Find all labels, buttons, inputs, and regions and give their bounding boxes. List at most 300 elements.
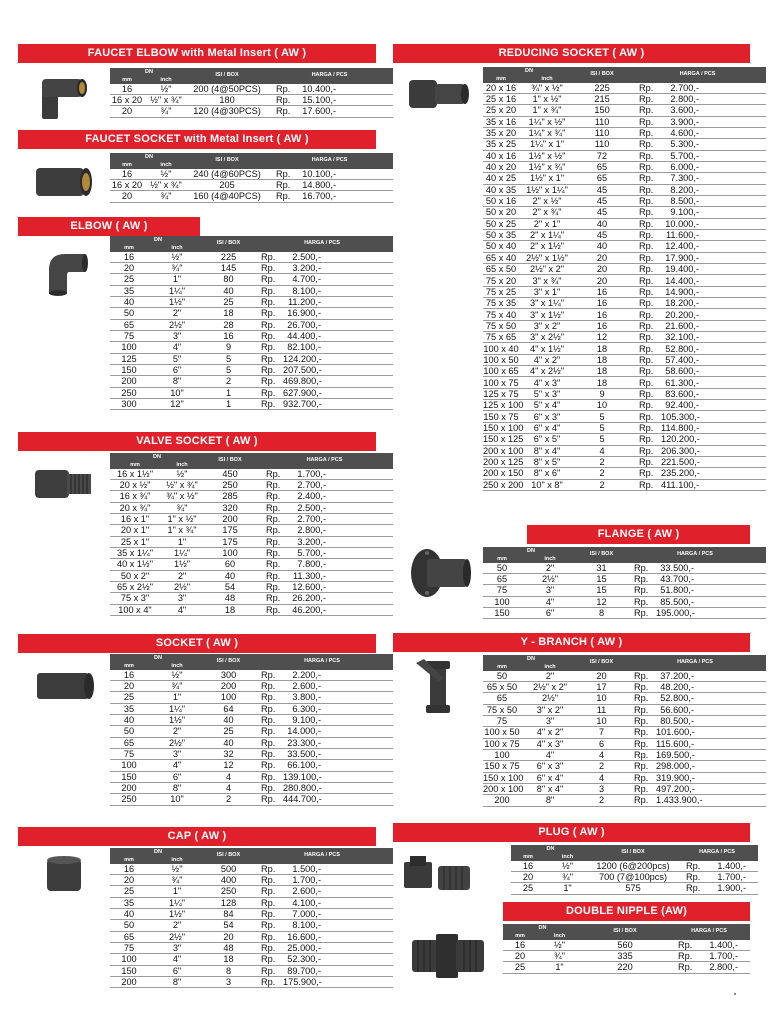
cell-mm: 40 bbox=[110, 296, 148, 307]
cell-inch: 2½" x 2" bbox=[519, 264, 575, 275]
cell-mm: 65 x 50 bbox=[483, 681, 521, 692]
price-currency: Rp. bbox=[276, 106, 291, 117]
table-row bbox=[110, 547, 393, 558]
valve-socket-image bbox=[18, 462, 110, 506]
price-currency: Rp. bbox=[261, 331, 276, 342]
cell-price bbox=[629, 479, 766, 490]
price-currency: Rp. bbox=[634, 682, 649, 693]
cell-isi-box: 40 bbox=[204, 570, 256, 581]
table-row bbox=[483, 184, 766, 195]
cell-price bbox=[629, 82, 766, 93]
table-row bbox=[110, 714, 393, 725]
cell-inch: 8" bbox=[148, 976, 206, 987]
price-currency: Rp. bbox=[261, 965, 276, 976]
price-currency: Rp. bbox=[276, 168, 291, 179]
cell-inch: 1½" bbox=[160, 559, 204, 570]
plug-section bbox=[393, 823, 750, 894]
cell-inch: 3" x ¾" bbox=[519, 275, 575, 286]
price-value: 221.500,- bbox=[661, 457, 700, 468]
price-value: 46.200,- bbox=[292, 604, 327, 615]
price-currency: Rp. bbox=[639, 468, 654, 479]
cell-price bbox=[624, 681, 766, 692]
price-currency: Rp. bbox=[266, 570, 281, 581]
cell-isi-box: 16 bbox=[206, 330, 251, 341]
cell-inch: 4" bbox=[160, 604, 204, 615]
price-value: 1.900,- bbox=[717, 883, 747, 894]
price-value: 33.500,- bbox=[660, 562, 695, 573]
price-currency: Rp. bbox=[261, 886, 276, 897]
cell-isi-box: 9 bbox=[575, 388, 629, 399]
table-row bbox=[483, 354, 766, 365]
price-table bbox=[483, 67, 766, 491]
cell-inch: 3" x 1½" bbox=[519, 309, 575, 320]
table-row bbox=[110, 976, 393, 987]
cell-price bbox=[629, 127, 766, 138]
price-currency: Rp. bbox=[639, 286, 654, 297]
cell-inch: ½" bbox=[144, 83, 188, 94]
cell-mm: 250 bbox=[110, 387, 148, 398]
cell-mm: 16 bbox=[110, 251, 148, 262]
cell-inch: ½" bbox=[148, 251, 206, 262]
price-value: 1.700,- bbox=[717, 872, 747, 883]
cell-inch: 2" bbox=[521, 670, 579, 681]
price-currency: Rp. bbox=[276, 83, 291, 94]
table-row bbox=[110, 897, 393, 908]
cell-inch: 3" x 2" bbox=[519, 320, 575, 331]
price-currency: Rp. bbox=[266, 604, 281, 615]
header-inch: inch bbox=[521, 663, 579, 670]
table-row bbox=[483, 479, 766, 490]
cell-price bbox=[251, 771, 393, 782]
price-currency: Rp. bbox=[261, 783, 276, 794]
table-row bbox=[483, 320, 766, 331]
price-currency: Rp. bbox=[261, 954, 276, 965]
cell-mm: 75 bbox=[110, 942, 148, 953]
price-value: 10.100,- bbox=[302, 168, 337, 179]
cell-price bbox=[629, 218, 766, 229]
cell-price bbox=[624, 783, 766, 794]
section-title: VALVE SOCKET ( AW ) bbox=[18, 432, 376, 451]
price-currency: Rp. bbox=[266, 480, 281, 491]
price-value: 8.200,- bbox=[670, 184, 700, 195]
cell-price bbox=[256, 513, 393, 524]
cell-isi-box: 110 bbox=[575, 127, 629, 138]
cell-price bbox=[629, 275, 766, 286]
header-dn: DN bbox=[110, 153, 188, 161]
price-currency: Rp. bbox=[276, 95, 291, 106]
cell-isi-box: 2 bbox=[579, 795, 624, 806]
cell-price bbox=[629, 116, 766, 127]
price-value: 61.300,- bbox=[665, 377, 700, 388]
cell-mm: 65 bbox=[110, 931, 148, 942]
cell-mm: 50 bbox=[483, 670, 521, 681]
cell-mm: 75 x 40 bbox=[483, 309, 519, 320]
table-row bbox=[483, 738, 766, 749]
cell-price bbox=[256, 547, 393, 558]
cell-isi-box: 575 bbox=[590, 883, 676, 894]
cell-mm: 20 x 16 bbox=[483, 82, 519, 93]
header-dn: DN bbox=[110, 453, 204, 461]
cell-isi-box: 54 bbox=[204, 581, 256, 592]
price-value: 1.700,- bbox=[709, 951, 739, 962]
price-currency: Rp. bbox=[261, 897, 276, 908]
price-value: 66.100,- bbox=[287, 760, 322, 771]
cell-price bbox=[251, 714, 393, 725]
reducing-socket-image bbox=[393, 72, 483, 116]
cell-inch: 2½" bbox=[521, 693, 579, 704]
price-currency: Rp. bbox=[639, 445, 654, 456]
table-row bbox=[110, 794, 393, 805]
cell-price bbox=[251, 364, 393, 375]
cell-inch: 4" bbox=[148, 342, 206, 353]
cell-mm: 150 x 75 bbox=[484, 761, 520, 772]
cell-mm: 100 bbox=[483, 596, 521, 607]
cell-mm: 16 bbox=[503, 939, 537, 950]
cell-price bbox=[629, 400, 766, 411]
cell-inch: 2½" bbox=[148, 319, 206, 330]
price-currency: Rp. bbox=[634, 693, 649, 704]
price-value: 2.800,- bbox=[670, 94, 700, 105]
cell-isi-box: 250 bbox=[204, 479, 256, 490]
cell-mm: 100 x 65 bbox=[483, 366, 519, 377]
faucet-elbow-section bbox=[18, 44, 376, 117]
table-header bbox=[110, 68, 393, 76]
cell-mm: 16 bbox=[511, 860, 545, 871]
price-value: 1.700,- bbox=[292, 875, 322, 886]
cell-mm: 20 x ½" bbox=[110, 479, 160, 490]
price-value: 207.500,- bbox=[283, 365, 322, 376]
cell-inch: 2½" x 2" bbox=[521, 681, 579, 692]
reducing-socket-section bbox=[393, 44, 750, 490]
header-harga: HARGA / PCS bbox=[668, 924, 750, 939]
cell-mm: 150 x 75 bbox=[483, 411, 519, 422]
cell-isi-box: 225 bbox=[206, 251, 251, 262]
price-currency: Rp. bbox=[266, 468, 281, 479]
cell-inch: 3" x 2½" bbox=[519, 332, 575, 343]
price-value: 2.700,- bbox=[297, 480, 327, 491]
cell-isi-box: 8 bbox=[579, 607, 624, 618]
table-row bbox=[483, 772, 766, 783]
table-row bbox=[483, 150, 766, 161]
cell-inch: 2" x 1½" bbox=[519, 241, 575, 252]
price-value: 4.100,- bbox=[292, 897, 322, 908]
cell-price bbox=[251, 965, 393, 976]
price-value: 6.000,- bbox=[670, 162, 700, 173]
table-row bbox=[110, 308, 393, 319]
header-harga: HARGA / PCS bbox=[251, 236, 393, 251]
table-row bbox=[110, 593, 393, 604]
cell-inch: 4" bbox=[521, 596, 579, 607]
price-value: 57.400,- bbox=[665, 354, 700, 365]
cell-isi-box: 2 bbox=[579, 761, 624, 772]
cell-isi-box: 64 bbox=[206, 703, 251, 714]
cell-inch: 1¼" bbox=[160, 547, 204, 558]
cell-price bbox=[676, 871, 758, 882]
price-currency: Rp. bbox=[686, 883, 701, 894]
cell-mm: 200 x 125 bbox=[483, 457, 524, 468]
cell-inch: 3" x 1¼" bbox=[519, 298, 575, 309]
table-row bbox=[110, 330, 393, 341]
cell-price bbox=[251, 353, 393, 364]
price-value: 3.600,- bbox=[670, 105, 700, 116]
cell-price bbox=[251, 296, 393, 307]
header-isi-box: ISI / BOX bbox=[188, 68, 266, 83]
table-row bbox=[483, 195, 766, 206]
cell-price bbox=[624, 738, 766, 749]
price-currency: Rp. bbox=[634, 727, 649, 738]
cell-inch: 6" x 3" bbox=[521, 761, 579, 772]
cell-price bbox=[266, 168, 393, 179]
cell-isi-box: 40 bbox=[206, 714, 251, 725]
cell-isi-box: 18 bbox=[575, 377, 629, 388]
cell-price bbox=[624, 749, 766, 760]
cell-mm: 65 x 2½" bbox=[110, 581, 160, 592]
price-currency: Rp. bbox=[261, 749, 276, 760]
price-currency: Rp. bbox=[639, 184, 654, 195]
price-currency: Rp. bbox=[266, 514, 281, 525]
price-currency: Rp. bbox=[634, 670, 649, 681]
price-currency: Rp. bbox=[261, 342, 276, 353]
cell-inch: 2" x 1" bbox=[519, 218, 575, 229]
price-value: 52.300,- bbox=[287, 954, 322, 965]
cell-inch: ¾" bbox=[148, 874, 206, 885]
cell-price bbox=[266, 83, 393, 94]
header-isi-box: ISI / BOX bbox=[206, 848, 251, 863]
table-row bbox=[110, 387, 393, 398]
price-value: 8.100,- bbox=[292, 920, 322, 931]
cell-mm: 100 bbox=[110, 954, 148, 965]
cell-isi-box: 240 (4@60PCS) bbox=[188, 168, 266, 179]
price-currency: Rp. bbox=[261, 319, 276, 330]
cell-mm: 200 bbox=[110, 782, 148, 793]
cell-price bbox=[676, 883, 758, 894]
cell-isi-box: 2 bbox=[575, 456, 629, 467]
price-currency: Rp. bbox=[266, 593, 281, 604]
socket-image bbox=[18, 664, 110, 708]
price-value: 206.300,- bbox=[661, 445, 700, 456]
cell-isi-box: 40 bbox=[206, 285, 251, 296]
cell-price bbox=[251, 669, 393, 680]
price-value: 115.600,- bbox=[656, 738, 695, 749]
cell-isi-box: 20 bbox=[579, 670, 624, 681]
header-isi-box: ISI / BOX bbox=[188, 153, 266, 168]
cell-price bbox=[629, 161, 766, 172]
cell-mm: 65 bbox=[110, 737, 148, 748]
cell-inch: ½" bbox=[160, 468, 204, 479]
table-row bbox=[483, 411, 766, 422]
cell-inch: 1½" x 1¼" bbox=[519, 184, 575, 195]
cell-price bbox=[668, 950, 750, 961]
cell-mm: 50 bbox=[110, 920, 148, 931]
price-value: 1.433.900,- bbox=[656, 795, 703, 806]
table-row bbox=[110, 771, 393, 782]
cell-inch: 4" x 2" bbox=[519, 354, 575, 365]
price-value: 195.000,- bbox=[656, 608, 695, 619]
cell-inch: 3" bbox=[521, 585, 579, 596]
cell-mm: 20 bbox=[110, 262, 148, 273]
cell-inch: 4" x 1½" bbox=[519, 343, 575, 354]
cell-price bbox=[629, 93, 766, 104]
cell-inch: 4" bbox=[148, 954, 206, 965]
table-row bbox=[483, 264, 766, 275]
cell-inch: ½" bbox=[537, 939, 582, 950]
cell-isi-box: 2 bbox=[575, 479, 629, 490]
cell-price bbox=[624, 727, 766, 738]
plug-image bbox=[393, 847, 483, 897]
cell-inch: ¾" bbox=[545, 871, 590, 882]
cell-isi-box: 18 bbox=[206, 308, 251, 319]
cell-mm: 50 x 25 bbox=[483, 218, 519, 229]
table-row bbox=[110, 296, 393, 307]
header-dn: DN bbox=[503, 924, 582, 932]
cell-inch: 1" x ½" bbox=[160, 513, 204, 524]
price-value: 89.700,- bbox=[287, 965, 322, 976]
cell-mm: 150 bbox=[110, 965, 148, 976]
price-currency: Rp. bbox=[261, 875, 276, 886]
price-currency: Rp. bbox=[639, 479, 654, 490]
table-header bbox=[110, 153, 393, 161]
cell-inch: ½" bbox=[148, 863, 206, 874]
table-row bbox=[503, 962, 750, 973]
cell-mm: 65 bbox=[483, 573, 521, 584]
price-currency: Rp. bbox=[261, 387, 276, 398]
header-inch: inch bbox=[148, 662, 206, 669]
price-currency: Rp. bbox=[261, 977, 276, 988]
price-value: 10.000,- bbox=[665, 218, 700, 229]
cell-mm: 250 bbox=[110, 794, 148, 805]
cell-price bbox=[251, 319, 393, 330]
price-currency: Rp. bbox=[639, 377, 654, 388]
cell-price bbox=[251, 748, 393, 759]
cell-inch: 6" bbox=[148, 364, 206, 375]
price-value: 37.200,- bbox=[660, 670, 695, 681]
cell-mm: 35 x 20 bbox=[483, 127, 519, 138]
cell-mm: 50 bbox=[110, 308, 148, 319]
cell-inch: ¾" bbox=[537, 950, 582, 961]
cell-isi-box: 285 bbox=[204, 491, 256, 502]
price-currency: Rp. bbox=[639, 252, 654, 263]
price-currency: Rp. bbox=[639, 207, 654, 218]
cell-inch: 2½" bbox=[148, 737, 206, 748]
cell-inch: 2" x ½" bbox=[519, 195, 575, 206]
price-currency: Rp. bbox=[639, 218, 654, 229]
table-row bbox=[483, 173, 766, 184]
cell-isi-box: 31 bbox=[579, 562, 624, 573]
price-currency: Rp. bbox=[261, 263, 276, 274]
price-value: 2.800,- bbox=[709, 962, 739, 973]
cell-price bbox=[629, 456, 766, 467]
cell-mm: 16 bbox=[110, 168, 144, 179]
cell-inch: ¾" bbox=[160, 502, 204, 513]
header-harga: HARGA / PCS bbox=[256, 453, 393, 468]
table-row bbox=[483, 562, 766, 573]
cell-mm: 35 x 16 bbox=[483, 116, 519, 127]
section-title: FLANGE ( AW ) bbox=[527, 525, 750, 544]
price-currency: Rp. bbox=[639, 354, 654, 365]
cell-inch: 4" x 2" bbox=[521, 727, 579, 738]
price-value: 18.200,- bbox=[665, 298, 700, 309]
table-row bbox=[110, 604, 393, 615]
cell-inch: 3" bbox=[148, 942, 206, 953]
table-row bbox=[110, 168, 393, 179]
cell-price bbox=[624, 607, 766, 618]
price-currency: Rp. bbox=[276, 191, 291, 202]
cell-price bbox=[266, 179, 393, 190]
cell-inch: 4" x 3" bbox=[519, 377, 575, 388]
cell-inch: 2" bbox=[148, 920, 206, 931]
price-value: 5.700,- bbox=[670, 150, 700, 161]
cell-inch: ¾" bbox=[144, 106, 188, 117]
table-row bbox=[110, 364, 393, 375]
table-row bbox=[483, 93, 766, 104]
cell-mm: 25 bbox=[511, 883, 545, 894]
price-value: 235.200,- bbox=[661, 468, 700, 479]
table-header bbox=[110, 848, 393, 856]
cell-mm: 75 x 50 bbox=[483, 320, 519, 331]
price-value: 52.800,- bbox=[660, 693, 695, 704]
cell-price bbox=[256, 581, 393, 592]
price-currency: Rp. bbox=[261, 297, 276, 308]
table-row bbox=[110, 863, 393, 874]
cell-mm: 150 x 100 bbox=[483, 422, 524, 433]
cell-price bbox=[251, 886, 393, 897]
cell-price bbox=[624, 562, 766, 573]
table-row bbox=[110, 94, 393, 105]
cell-mm: 40 x 25 bbox=[483, 173, 519, 184]
cell-inch: 1" x ¾" bbox=[519, 105, 575, 116]
cell-mm: 200 x 100 bbox=[483, 445, 524, 456]
cell-price bbox=[251, 376, 393, 387]
price-currency: Rp. bbox=[261, 308, 276, 319]
table-row bbox=[110, 179, 393, 190]
cell-isi-box: 200 bbox=[204, 513, 256, 524]
table-row bbox=[483, 783, 766, 794]
header-mm: mm bbox=[110, 461, 160, 468]
cell-inch: 2½" bbox=[148, 931, 206, 942]
header-inch: inch bbox=[148, 244, 206, 251]
table-header bbox=[110, 654, 393, 662]
cell-price bbox=[251, 954, 393, 965]
header-inch: inch bbox=[144, 76, 188, 83]
table-row bbox=[110, 874, 393, 885]
header-dn: DN bbox=[483, 67, 575, 75]
price-value: 124.200,- bbox=[283, 353, 322, 364]
cell-inch: 1¼" bbox=[148, 285, 206, 296]
cell-isi-box: 225 bbox=[575, 82, 629, 93]
cell-inch: 1¼" x ½" bbox=[519, 116, 575, 127]
price-value: 20.200,- bbox=[665, 309, 700, 320]
cell-price bbox=[251, 863, 393, 874]
page-dot bbox=[734, 993, 736, 995]
price-value: 1.400,- bbox=[717, 860, 747, 871]
table-row bbox=[110, 502, 393, 513]
cell-price bbox=[256, 559, 393, 570]
cell-price bbox=[624, 573, 766, 584]
price-currency: Rp. bbox=[261, 365, 276, 376]
price-currency: Rp. bbox=[634, 562, 649, 573]
cap-section bbox=[18, 827, 376, 988]
cell-isi-box: 400 bbox=[206, 874, 251, 885]
section-title: DOUBLE NIPPLE (AW) bbox=[503, 902, 750, 921]
table-row bbox=[483, 309, 766, 320]
header-inch: inch bbox=[545, 853, 590, 860]
cell-isi-box: 7 bbox=[579, 727, 624, 738]
cell-mm: 75 bbox=[110, 330, 148, 341]
cell-price bbox=[251, 897, 393, 908]
price-value: 83.600,- bbox=[665, 388, 700, 399]
table-row bbox=[110, 83, 393, 94]
cell-mm: 75 bbox=[483, 715, 521, 726]
